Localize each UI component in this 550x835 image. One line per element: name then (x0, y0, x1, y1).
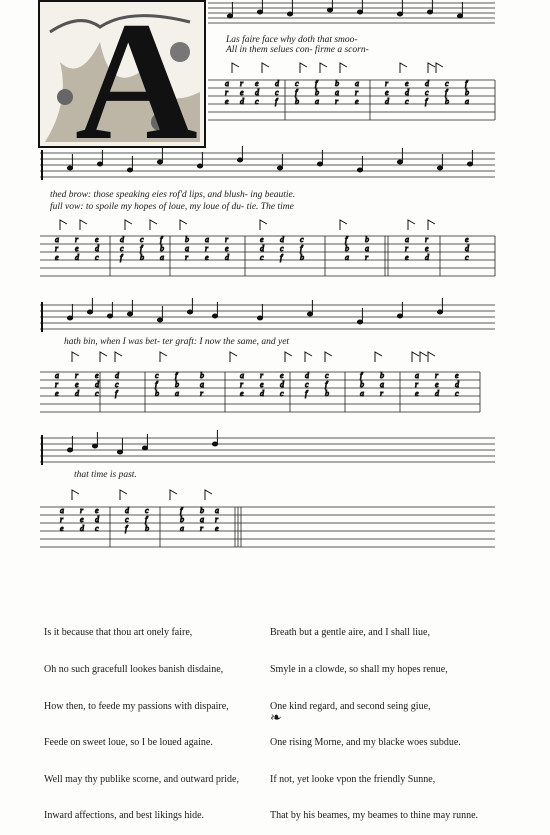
tab-letter: a (225, 79, 229, 88)
tab-letter: f (180, 506, 183, 515)
tab-letter: b (380, 371, 384, 380)
tab-letter: e (75, 244, 79, 253)
note-head (107, 314, 112, 318)
tab-letter: c (120, 244, 124, 253)
rhythm-flag (232, 63, 239, 73)
rhythm-flag (428, 352, 435, 362)
stanza-line: Is it because that thou art onely faire, (44, 627, 193, 639)
tab-letter: a (55, 235, 59, 244)
tab-letter: c (465, 253, 469, 262)
tab-letter: d (75, 389, 79, 398)
note-head (212, 442, 217, 446)
note-head (187, 310, 192, 314)
tab-letter: e (425, 244, 429, 253)
tab-letter: r (435, 371, 439, 380)
tab-letter: r (240, 79, 244, 88)
tab-letter: a (380, 380, 384, 389)
tab-letter: e (260, 235, 264, 244)
tab-letter: r (200, 389, 204, 398)
tab-letter: e (280, 371, 284, 380)
rhythm-flag (180, 220, 187, 230)
tab-letter: b (315, 88, 319, 97)
tab-letter: b (335, 79, 339, 88)
tab-letter: f (155, 380, 158, 389)
note-head (157, 160, 162, 164)
tab-letter: a (335, 88, 339, 97)
rhythm-flag (340, 63, 347, 73)
tab-letter: c (445, 79, 449, 88)
tab-letter: e (455, 371, 459, 380)
tab-letter: r (405, 244, 409, 253)
note-head (437, 166, 442, 170)
lyric-line-2a: thed brow: those speaking eies rof'd lips, and blush- ing beautie. (50, 190, 296, 200)
tab-letter: a (180, 524, 184, 533)
tab-letter: e (215, 524, 219, 533)
stanza-line: Well may thy publike scorne, and outward pride, (44, 773, 239, 785)
tab-letter: b (140, 253, 144, 262)
rhythm-flag (436, 63, 443, 73)
tab-letter: a (185, 244, 189, 253)
tab-letter: f (425, 97, 428, 106)
tab-letter: a (405, 235, 409, 244)
tab-letter: f (465, 79, 468, 88)
note-head (142, 446, 147, 450)
tab-letter: c (125, 515, 129, 524)
stanza-line: That by his beames, my beames to thine may runne. (270, 810, 479, 822)
tab-letter: c (260, 253, 264, 262)
tab-letter: d (260, 389, 264, 398)
tab-letter: d (240, 97, 244, 106)
rhythm-flag (428, 63, 435, 73)
stanza-line: If not, yet looke vpon the friendly Sunne, (270, 773, 436, 785)
note-head (67, 316, 72, 320)
tab-letter: a (415, 371, 419, 380)
tab-letter: r (225, 88, 229, 97)
tab-letter: r (80, 506, 84, 515)
tab-letter: e (385, 88, 389, 97)
note-head (397, 12, 402, 16)
note-head (357, 10, 362, 14)
tab-letter: f (325, 380, 328, 389)
tab-letter: d (405, 88, 409, 97)
tab-letter: e (95, 371, 99, 380)
tab-letter: a (355, 79, 359, 88)
rhythm-flag (305, 352, 312, 362)
stanza-line: Inward affections, and best likings hide. (44, 810, 205, 822)
tab-letter: e (240, 88, 244, 97)
tab-letter: e (465, 235, 469, 244)
tab-letter: a (55, 371, 59, 380)
note-head (157, 318, 162, 322)
rhythm-flag (285, 352, 292, 362)
note-head (92, 444, 97, 448)
note-head (467, 162, 472, 166)
tab-letter: d (120, 235, 124, 244)
tab-letter: b (200, 371, 204, 380)
tab-letter: b (145, 524, 149, 533)
tab-letter: e (260, 380, 264, 389)
tab-letter: e (405, 253, 409, 262)
rhythm-flag (400, 63, 407, 73)
tab-letter: r (55, 244, 59, 253)
tab-letter: c (95, 389, 99, 398)
tab-letter: d (425, 79, 429, 88)
rhythm-flag (72, 490, 79, 500)
tab-letter: f (305, 389, 308, 398)
tab-letter: c (280, 244, 284, 253)
tab-letter: d (385, 97, 389, 106)
stanza-line: One rising Morne, and my blacke woes subdue. (270, 737, 461, 749)
rhythm-flag (375, 352, 382, 362)
rhythm-flags (60, 63, 443, 500)
tab-letter: d (95, 380, 99, 389)
tab-letter: c (405, 97, 409, 106)
tab-letter: b (200, 506, 204, 515)
tab-letter: b (465, 88, 469, 97)
tab-letter: e (205, 253, 209, 262)
tab-letter: e (255, 79, 259, 88)
page-ornament-icon: ❧ (270, 711, 282, 726)
tab-letter: r (205, 244, 209, 253)
rhythm-flag (205, 490, 212, 500)
tab-letter: f (360, 371, 363, 380)
note-head (287, 12, 292, 16)
tab-letter: a (60, 506, 64, 515)
tab-letter: e (225, 244, 229, 253)
tab-letter: d (255, 88, 259, 97)
tab-letter: c (455, 389, 459, 398)
note-head (237, 158, 242, 162)
tab-letter: c (425, 88, 429, 97)
rhythm-flag (340, 220, 347, 230)
rhythm-flag (160, 352, 167, 362)
stanza-line: Breath but a gentle aire, and I shall liue, (270, 627, 430, 639)
tab-letter: e (60, 524, 64, 533)
rhythm-flag (60, 220, 67, 230)
rhythm-flag (72, 352, 79, 362)
tab-letter: r (75, 235, 79, 244)
tab-letter: a (175, 389, 179, 398)
decorated-initial: A (38, 0, 206, 148)
tab-letter: a (205, 235, 209, 244)
lyric-line-4: that time is past. (74, 470, 137, 480)
tab-letter: b (345, 244, 349, 253)
stanza-line: Oh no such gracefull lookes banish disdaine, (44, 664, 224, 676)
tab-letter: r (365, 253, 369, 262)
lyric-line-1b: All in them selues con- firme a scorn- (226, 45, 369, 55)
rhythm-flag (412, 352, 419, 362)
note-head (87, 310, 92, 314)
tab-letter: d (80, 524, 84, 533)
system-4 (40, 438, 495, 547)
note-head (67, 166, 72, 170)
note-head (212, 314, 217, 318)
rhythm-flag (150, 220, 157, 230)
tab-letter: r (380, 389, 384, 398)
tab-letter: r (415, 380, 419, 389)
rhythm-flag (80, 220, 87, 230)
tab-letter: b (185, 235, 189, 244)
tab-letter: f (345, 235, 348, 244)
tab-letter: r (260, 371, 264, 380)
tab-letter: c (95, 524, 99, 533)
tab-letter: d (280, 235, 284, 244)
note-head (397, 160, 402, 164)
tab-letter: f (120, 253, 123, 262)
tab-letter: c (145, 506, 149, 515)
rhythm-flag (100, 352, 107, 362)
stanza-line: Feede on sweet loue, so I be loued againe. (44, 737, 213, 749)
tab-letter: b (160, 244, 164, 253)
tab-letter: d (260, 244, 264, 253)
tab-letter: r (335, 97, 339, 106)
tab-letter: b (360, 380, 364, 389)
tab-letter: b (295, 97, 299, 106)
tab-letter: f (295, 88, 298, 97)
tab-letter: r (225, 235, 229, 244)
tab-letter: f (315, 79, 318, 88)
tab-letter: f (140, 244, 143, 253)
lyric-line-3: hath bin, when I was bet- ter graft: I now the same, and yet (64, 337, 290, 347)
tab-letter: r (215, 515, 219, 524)
tab-letter: c (155, 371, 159, 380)
tab-letter: r (355, 88, 359, 97)
tab-letter: b (325, 389, 329, 398)
tab-letter: a (240, 371, 244, 380)
rhythm-flag (320, 63, 327, 73)
tab-letter: b (365, 235, 369, 244)
rhythm-flag (230, 352, 237, 362)
rhythm-flag (260, 220, 267, 230)
stanza-line: One kind regard, and second seing giue, (270, 700, 431, 712)
note-head (427, 10, 432, 14)
note-head (357, 320, 362, 324)
tab-letter: d (75, 253, 79, 262)
note-head (127, 312, 132, 316)
tab-letter: d (275, 79, 279, 88)
tab-letter: a (200, 380, 204, 389)
tab-letter: b (180, 515, 184, 524)
note-head (437, 310, 442, 314)
rhythm-flag (262, 63, 269, 73)
tab-letter: r (425, 235, 429, 244)
tab-letter: a (345, 253, 349, 262)
tab-letter: a (215, 506, 219, 515)
tab-letter: c (295, 79, 299, 88)
tab-letter: d (225, 253, 229, 262)
tab-letter: c (325, 371, 329, 380)
tab-letter: r (55, 380, 59, 389)
note-head (197, 164, 202, 168)
note-head (397, 314, 402, 318)
tab-letter: r (185, 253, 189, 262)
tab-letter: c (140, 235, 144, 244)
note-head (317, 162, 322, 166)
tab-letter: a (315, 97, 319, 106)
system-1 (208, 3, 495, 120)
lyric-line-1a: Las faire face why doth that smoo- (226, 35, 358, 45)
tab-letter: d (95, 244, 99, 253)
tab-letter: c (255, 97, 259, 106)
tab-letter: f (280, 253, 283, 262)
tab-letter: e (355, 97, 359, 106)
tab-letter: d (465, 244, 469, 253)
tab-letter: a (160, 253, 164, 262)
stanza-left (44, 603, 239, 835)
tab-letter: f (145, 515, 148, 524)
note-head (227, 14, 232, 18)
rhythm-flag (420, 352, 427, 362)
stanza-line: Smyle in a clowde, so shall my hopes renue, (270, 664, 448, 676)
tab-letter: f (125, 524, 128, 533)
lyric-line-2b: full vow: to spoile my hopes of loue, my loue of du- tie. The time (50, 202, 294, 212)
tab-letter: e (240, 389, 244, 398)
tab-letter: b (155, 389, 159, 398)
tab-letter: f (445, 88, 448, 97)
tab-letter: e (415, 389, 419, 398)
tab-letter: d (95, 515, 99, 524)
tab-letter: r (60, 515, 64, 524)
tab-letter: f (115, 389, 118, 398)
tab-letter: f (175, 371, 178, 380)
tab-letter: r (385, 79, 389, 88)
tab-letter: e (405, 79, 409, 88)
tab-letter: a (200, 515, 204, 524)
note-head (67, 448, 72, 452)
tab-letter: f (275, 97, 278, 106)
tab-letter: e (225, 97, 229, 106)
tab-letter: a (360, 389, 364, 398)
tab-letter: c (95, 253, 99, 262)
rhythm-flag (300, 63, 307, 73)
note-head (307, 312, 312, 316)
note-head (97, 162, 102, 166)
tab-letter: b (445, 97, 449, 106)
rhythm-flag (170, 490, 177, 500)
tab-letter: e (95, 506, 99, 515)
note-head (327, 8, 332, 12)
tab-letter: e (55, 253, 59, 262)
stanza-right (270, 603, 478, 835)
tab-letter: d (455, 380, 459, 389)
tab-letter: a (465, 97, 469, 106)
tab-letter: b (175, 380, 179, 389)
tab-letter: c (305, 380, 309, 389)
tab-letter: c (280, 389, 284, 398)
tab-letter: d (425, 253, 429, 262)
rhythm-flag (325, 352, 332, 362)
rhythm-flag (408, 220, 415, 230)
tab-letter: d (115, 371, 119, 380)
tab-letter: f (160, 235, 163, 244)
rhythm-flag (115, 352, 122, 362)
note-head (257, 10, 262, 14)
tab-letter: d (305, 371, 309, 380)
note-head (277, 166, 282, 170)
tab-letter: d (125, 506, 129, 515)
tab-letter: e (435, 380, 439, 389)
rhythm-flag (125, 220, 132, 230)
tab-letter: c (115, 380, 119, 389)
tab-letter: r (75, 371, 79, 380)
tab-letter: e (80, 515, 84, 524)
note-head (357, 168, 362, 172)
tab-letter: f (300, 244, 303, 253)
tab-letter: d (435, 389, 439, 398)
tab-letter: e (55, 389, 59, 398)
note-head (257, 316, 262, 320)
rhythm-flag (428, 220, 435, 230)
tab-letter: r (240, 380, 244, 389)
tab-letter: b (300, 253, 304, 262)
tab-letter: c (275, 88, 279, 97)
stanza-line: How then, to feede my passions with dispaire, (44, 700, 229, 712)
tab-letter: d (280, 380, 284, 389)
note-head (457, 14, 462, 18)
system-3 (40, 305, 495, 412)
tab-letter: a (365, 244, 369, 253)
note-head (117, 450, 122, 454)
tab-letter: e (95, 235, 99, 244)
note-head (127, 168, 132, 172)
tab-letter: r (200, 524, 204, 533)
tab-letter: e (75, 380, 79, 389)
tab-letter: c (300, 235, 304, 244)
rhythm-flag (120, 490, 127, 500)
